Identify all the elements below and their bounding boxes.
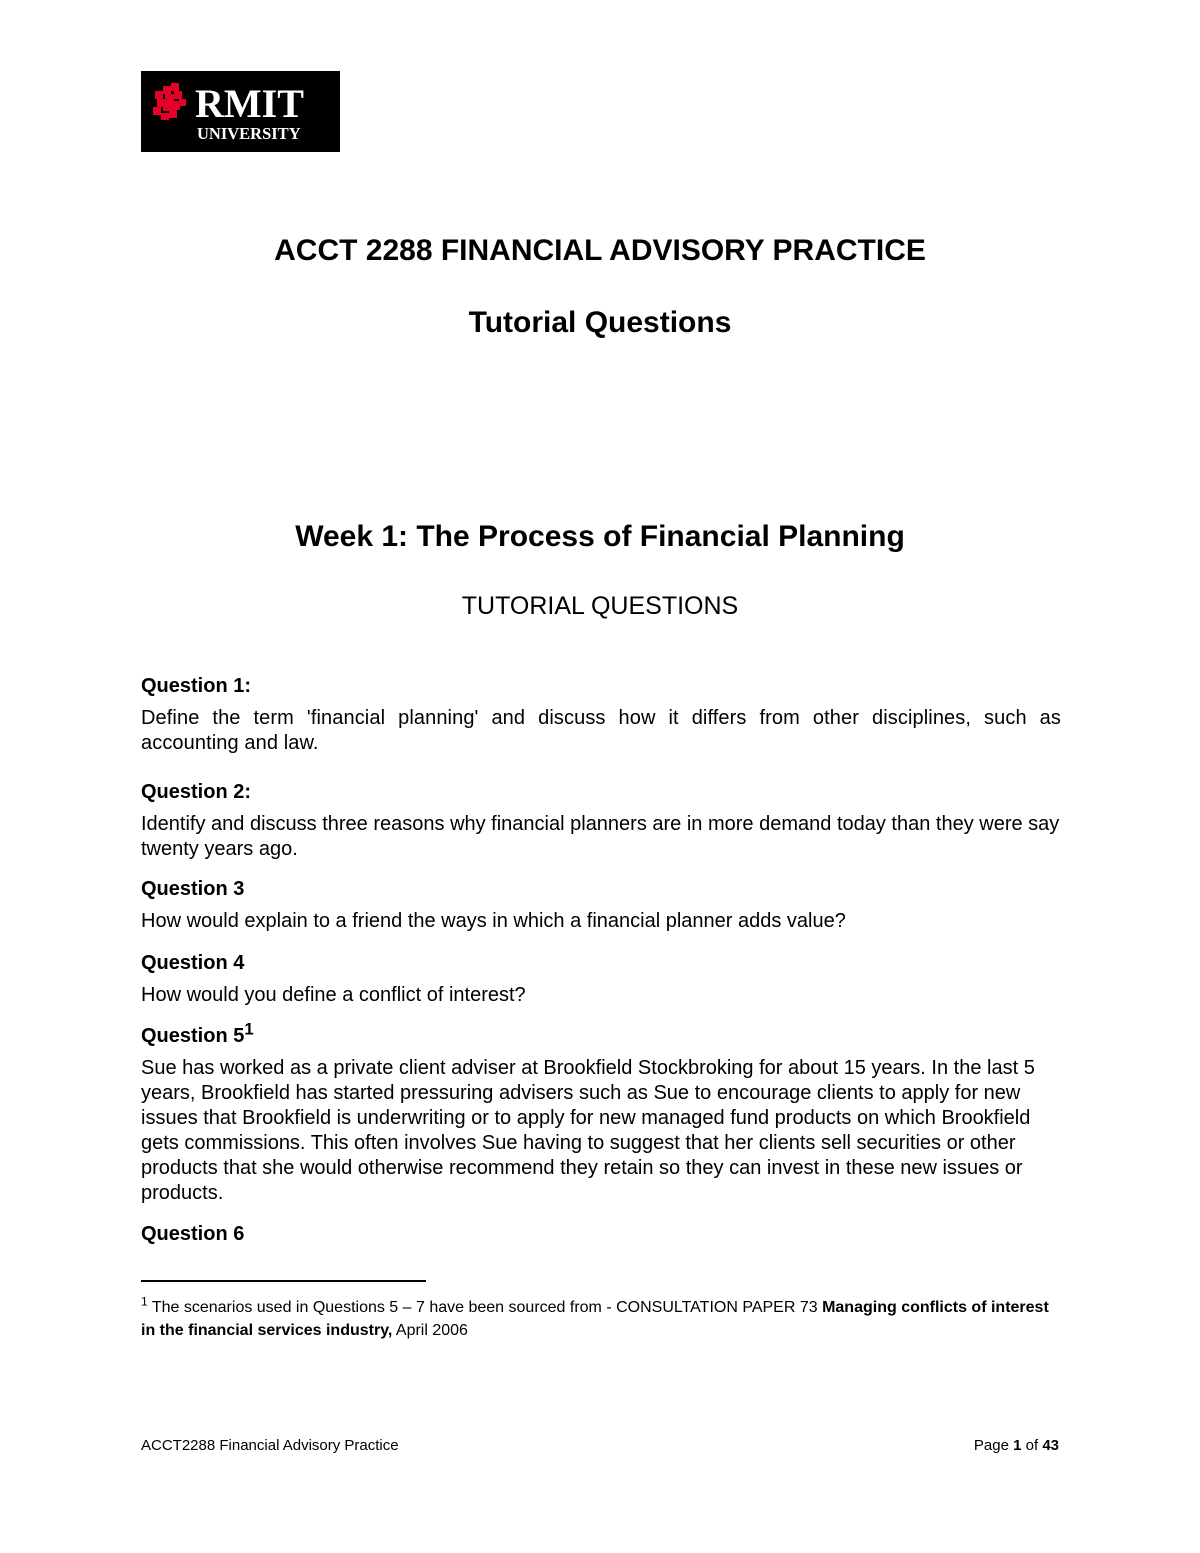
footnote-divider xyxy=(141,1280,426,1282)
question-6-heading: Question 6 xyxy=(141,1223,245,1245)
document-subtitle: Tutorial Questions xyxy=(468,306,732,339)
question-3-heading: Question 3 xyxy=(141,878,245,900)
question-3 xyxy=(141,877,1061,934)
question-1-body: Define the term 'financial planning' and discuss how it differs from other disciplines, such as accounting and law. xyxy=(141,707,1061,754)
question-2 xyxy=(141,780,1061,862)
question-4-heading: Question 4 xyxy=(141,952,245,974)
logo-text-sub: UNIVERSITY xyxy=(197,124,301,143)
section-heading: TUTORIAL QUESTIONS xyxy=(461,592,739,620)
question-6 xyxy=(141,1222,1061,1246)
footnote-marker: 1 xyxy=(141,1294,148,1309)
rmit-logo-graphic xyxy=(141,71,340,152)
question-4 xyxy=(141,951,1061,1008)
footnote-reference: 1 xyxy=(244,1019,254,1039)
footnote-date: April 2006 xyxy=(392,1322,468,1339)
footnote-text: The scenarios used in Questions 5 – 7 have been sourced from - CONSULTATION PAPER 73 xyxy=(151,1299,823,1316)
logo-text-main: RMIT xyxy=(195,81,304,126)
question-2-heading: Question 2: xyxy=(141,781,252,803)
question-2-body: Identify and discuss three reasons why financial planners are in more demand today than they were say twenty years ago. xyxy=(141,813,1060,860)
page-of-label: of xyxy=(1021,1437,1043,1454)
question-5 xyxy=(141,1019,1061,1206)
question-1 xyxy=(141,674,1061,756)
question-5-body: Sue has worked as a private client adviser at Brookfield Stockbroking for about 15 years. In the last 5 years, Brookfield has started pressuring advisers such as Sue to encourage clients to apply for new issues that Brookfield is underwriting or to apply for new managed fund products on which Brookfield gets commissions. This often involves Sue having to suggest that her clients sell securities or other products that she would otherwise recommend they retain so they can invest in these new issues or products. xyxy=(141,1057,1035,1204)
footnote xyxy=(141,1296,1061,1342)
question-5-heading-text: Question 5 xyxy=(141,1025,245,1047)
question-1-heading: Question 1: xyxy=(141,675,252,697)
footer-page-indicator xyxy=(974,1437,1059,1454)
page-number: 1 xyxy=(1013,1437,1022,1454)
document-title: ACCT 2288 FINANCIAL ADVISORY PRACTICE xyxy=(274,234,926,267)
page-label: Page xyxy=(973,1437,1014,1454)
week-title: Week 1: The Process of Financial Planning xyxy=(295,520,905,553)
question-3-body: How would explain to a friend the ways in which a financial planner adds value? xyxy=(141,910,846,932)
rmit-logo xyxy=(141,71,340,152)
question-5-heading xyxy=(141,1019,1061,1048)
footer-course-name: ACCT2288 Financial Advisory Practice xyxy=(141,1437,399,1454)
question-4-body: How would you define a conflict of interest? xyxy=(141,984,526,1006)
footnote-paper-title: Managing conflicts of interest in the financial services industry, xyxy=(141,1299,1049,1339)
page-total: 43 xyxy=(1042,1437,1059,1454)
